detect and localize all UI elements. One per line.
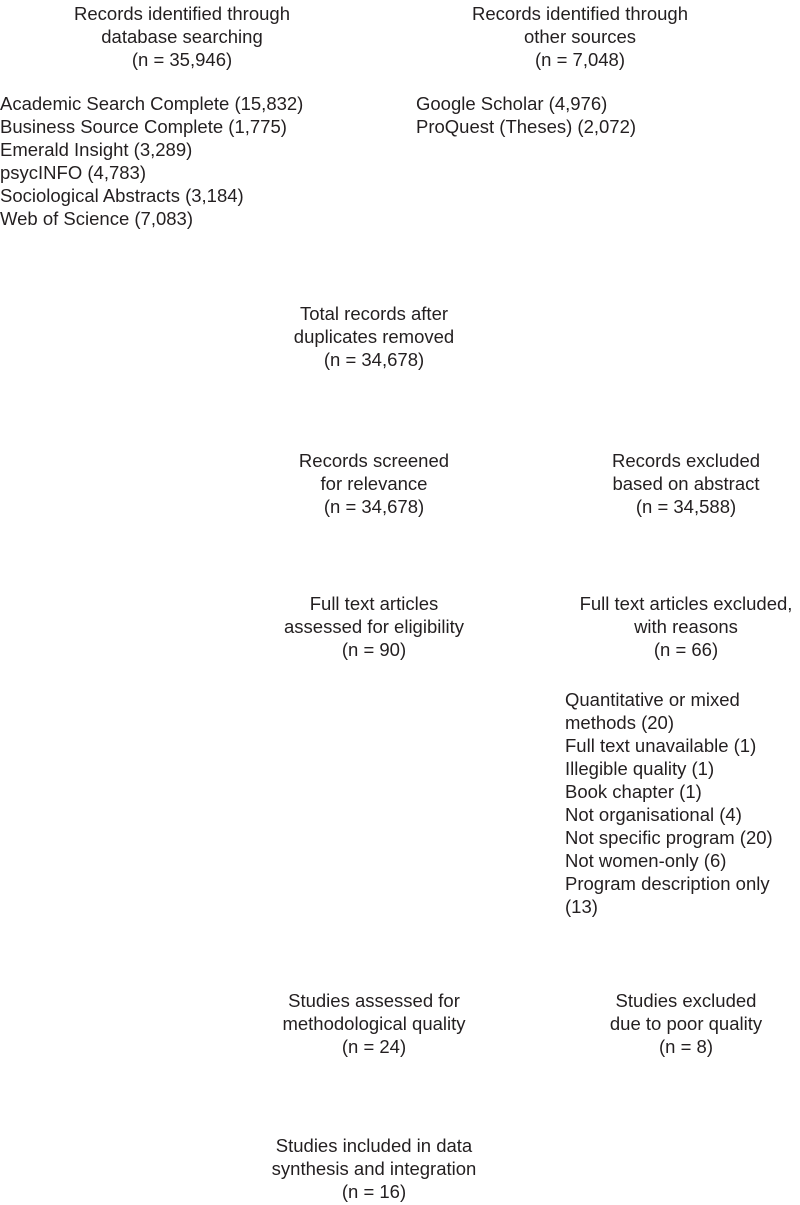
- eligibility-line-1: Full text articles: [309, 593, 439, 614]
- excluded-abstract-line-2: based on abstract: [612, 473, 760, 494]
- duplicates-removed-line-1: Total records after: [299, 303, 449, 324]
- quality-assessed-line-1: Studies assessed for: [288, 990, 460, 1011]
- quality-excluded-line-1: Studies excluded: [615, 990, 757, 1011]
- included-line-2: synthesis and integration: [271, 1158, 477, 1179]
- exclusion-reason-item: Not organisational (4): [565, 804, 742, 825]
- excluded-fulltext-line-2: with reasons: [634, 616, 738, 637]
- exclusion-reason-item: methods (20): [565, 712, 674, 733]
- exclusion-reason-item: Book chapter (1): [565, 781, 702, 802]
- eligibility-count: (n = 90): [341, 639, 407, 660]
- excluded-abstract-node: [556, 449, 800, 518]
- identified-other-line-1: Records identified through: [472, 3, 688, 24]
- database-source-item: Academic Search Complete (15,832): [0, 93, 304, 114]
- other-source-item: ProQuest (Theses) (2,072): [416, 116, 637, 137]
- eligibility-node: [244, 592, 504, 661]
- exclusion-reason-item: Not women-only (6): [565, 850, 727, 871]
- identified-database-node: [36, 2, 328, 71]
- quality-excluded-node: [556, 989, 800, 1058]
- other-sources-list: [416, 92, 636, 138]
- database-source-item: Sociological Abstracts (3,184): [0, 185, 244, 206]
- exclusion-reason-item: Program description only: [565, 873, 770, 894]
- exclusion-reason-item: (13): [565, 896, 598, 917]
- excluded-abstract-line-1: Records excluded: [611, 450, 761, 471]
- included-node: [244, 1134, 504, 1203]
- duplicates-removed-node: [244, 302, 504, 371]
- duplicates-removed-line-2: duplicates removed: [293, 326, 455, 347]
- database-source-item: Web of Science (7,083): [0, 208, 193, 229]
- exclusion-reasons-list: [565, 688, 773, 918]
- exclusion-reason-item: Quantitative or mixed: [565, 689, 740, 710]
- screened-count: (n = 34,678): [323, 496, 425, 517]
- exclusion-reason-item: Not specific program (20): [565, 827, 773, 848]
- included-line-1: Studies included in data: [275, 1135, 473, 1156]
- quality-assessed-line-2: methodological quality: [282, 1013, 466, 1034]
- excluded-abstract-count: (n = 34,588): [635, 496, 737, 517]
- screened-node: [244, 449, 504, 518]
- quality-excluded-count: (n = 8): [659, 1036, 713, 1057]
- identified-database-count: (n = 35,946): [131, 49, 233, 70]
- quality-assessed-node: [244, 989, 504, 1058]
- excluded-fulltext-node: [556, 592, 800, 661]
- quality-excluded-line-2: due to poor quality: [609, 1013, 763, 1034]
- included-count: (n = 16): [341, 1181, 407, 1202]
- database-source-item: psycINFO (4,783): [0, 162, 146, 183]
- database-sources-list: [0, 92, 303, 230]
- screened-line-1: Records screened: [298, 450, 450, 471]
- excluded-fulltext-count: (n = 66): [653, 639, 719, 660]
- eligibility-line-2: assessed for eligibility: [284, 616, 464, 637]
- identified-other-node: [440, 2, 720, 71]
- exclusion-reason-item: Illegible quality (1): [565, 758, 715, 779]
- quality-assessed-count: (n = 24): [341, 1036, 407, 1057]
- other-source-item: Google Scholar (4,976): [416, 93, 608, 114]
- database-source-item: Emerald Insight (3,289): [0, 139, 193, 160]
- identified-other-count: (n = 7,048): [535, 49, 625, 70]
- excluded-fulltext-line-1: Full text articles excluded,: [579, 593, 793, 614]
- database-source-item: Business Source Complete (1,775): [0, 116, 287, 137]
- identified-database-line-2: database searching: [101, 26, 263, 47]
- screened-line-2: for relevance: [320, 473, 428, 494]
- identified-database-line-1: Records identified through: [74, 3, 290, 24]
- duplicates-removed-count: (n = 34,678): [323, 349, 425, 370]
- exclusion-reason-item: Full text unavailable (1): [565, 735, 757, 756]
- identified-other-line-2: other sources: [523, 26, 637, 47]
